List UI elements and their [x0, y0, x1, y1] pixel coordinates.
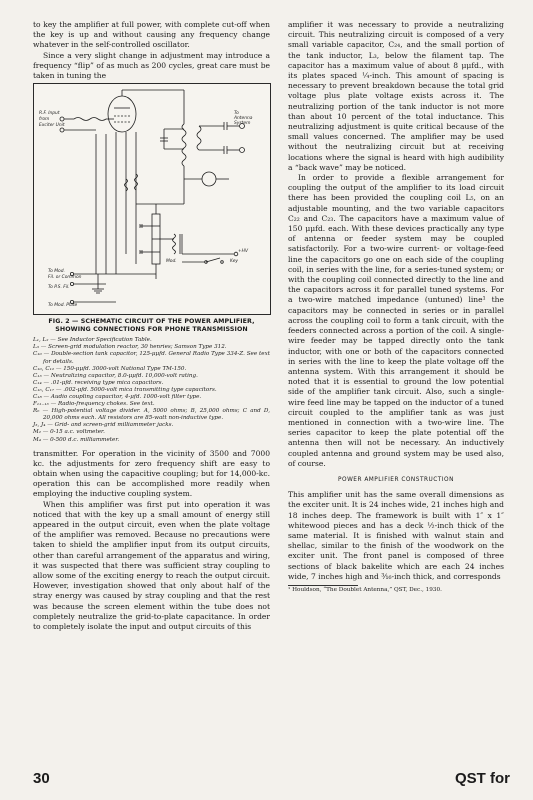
- right-column: [288, 20, 504, 594]
- left-column: [33, 20, 270, 632]
- parts-list-item: C₁₀ — Double-section tank capacitor, 125-μμfd. General Radio Type 334-Z. See text for details.: [33, 351, 270, 365]
- paragraph: In order to provide a flexible arrangement for coupling the output of the amplifier to its load circuit there has been provided the coupling coil L₅, on an adjustable mounting, and the two variable capacitors C₂₂ and C₂₃. The capacitors have a maximum value of 150 μμfd. each. With these devices practically any type of antenna or feeder system may be coupled satisfactorily. For a two-wire current- or voltage-feed line the capacitors go one on each side of the coupling coil, in series with the line, for a series-tuned system; or with the coupling coil connected directly to the line and the capacitors across it for parallel tuned systems. For a two-wire matched impedance (untuned) line¹ the capacitors may be connected in series or in parallel across the coupling coil to form a tank circuit, with the feeders connected across a portion of the coil. A single-wire feeder may be tapped directly onto the tank inductor, with one or both of the capacitors connected in series with the line to keep the plate voltage off the antenna system. With this arrangement it should be noted that it is essential to ground the low potential side of the amplifier tank circuit. Also, such a single-wire feed line may be tapped on the inductor of a tuned circuit coupled to the amplifier tank as was just mentioned in connection with a two-wire line. The series capacitor to keep the plate potential off the antenna then will not be necessary. An inductively coupled antenna and ground system may be used also, of course.: [288, 173, 504, 468]
- svg-text:from: from: [39, 117, 50, 123]
- svg-text:Fil. or Common: Fil. or Common: [48, 275, 82, 281]
- parts-list-item: F₁₁₋₁₃ — Radio-frequency chokes. See text.: [33, 401, 155, 408]
- parts-list-item: R₆ — High-potential voltage divider. A, 5000 ohms; B, 25,000 ohms; C and D, 20,000 ohms each. All resistors are 85-watt non-inductive type.: [33, 408, 270, 422]
- tube-symbol: [108, 96, 136, 132]
- paragraph: Since a very slight change in adjustment may introduce a frequency “flip” of as much as 200 cycles, great care must be taken in tuning the: [33, 50, 270, 81]
- parts-list-item: L₁, L₂ — See Inductor Specification Table.: [33, 337, 152, 344]
- meter-symbol: [202, 172, 216, 186]
- mod-plate-label: To Mod. Plate: [48, 303, 78, 309]
- parts-list-item: C₁₀, C₁₂ — 150-μμfd. 3000-volt National Type TM-150.: [33, 365, 187, 372]
- paragraph: transmitter. For operation in the vicinity of 3500 and 7000 kc. the adjustments for zero frequency shift are easy to obtain when using the capacitive coupling; but for 14,000-kc. operation this can be accomplished more readily when employing the inductive coupling system.: [33, 448, 270, 499]
- rf-input-label: R.F. Input: [39, 111, 60, 117]
- parts-list-item: L₃ — Screen-grid modulation reactor, 30 henries; Samson Type 312.: [33, 344, 227, 351]
- svg-text:Exciter Unit: Exciter Unit: [39, 123, 65, 129]
- schematic-figure: [33, 83, 271, 315]
- paragraph: This amplifier unit has the same overall dimensions as the exciter unit. It is 24 inches wide, 21 inches high and 18 inches deep. The framework is built with 1″ x 1″ whitewood pieces and has a deck ½-inch thick of the same material. It is finished with walnut stain and shellac, similar to the finish of the woodwork on the exciter unit. The front panel is composed of three sections of black bakelite which are each 24 inches wide, 7 inches high and ³⁄₁₆-inch thick, and corresponds: [288, 490, 504, 581]
- page-number: 30: [33, 770, 50, 787]
- parts-list: [33, 337, 270, 443]
- key-label: Key: [230, 259, 239, 265]
- input-coil: [74, 118, 106, 121]
- schematic-diagram: [34, 84, 270, 314]
- paragraph: When this amplifier was first put into operation it was noticed that with the key up a small amount of energy still appeared in the output circuit, even when the plate voltage of the amplifier was removed. Because no precautions were taken to shield the amplifier input from its output circuits, other than careful arrangement of the apparatus and wiring, it was suspected that there was sufficient stray coupling to allow some of the exciting energy to reach the output circuit. However, investigation showed that only about half of the stray energy was caused by stray coupling and that the rest was because the screen element within the tube does not completely neutralize the grid-to-plate capacitance. In order to completely isolate the input and output circuits of this: [33, 499, 270, 632]
- paragraph: amplifier it was necessary to provide a neutralizing circuit. This neutralizing circuit is composed of a very small variable capacitor, C₂₄, and the small portion of the tank inductor, L₃, below the filament tap. The capacitor has a maximum value of about 8 μμfd., with its plates spaced ¼-inch. This amount of spacing is necessary to prevent breakdown because the total grid voltage plus plate voltage exists across it. The neutralizing portion of the tank inductor is not more than about 10 percent of the total inductance. This neutralizing adjustment is quite critical because of the small values concerned. The amplifier may be used without the neutralizing circuit but at receiving locations where the signal is heard with high audibility a “back wave” may be noticed.: [288, 20, 504, 172]
- parts-list-item: M₂ — 0-15 a.c. voltmeter.: [33, 429, 105, 436]
- figure-caption: FIG. 2 — SCHEMATIC CIRCUIT OF THE POWER AMPLIFIER, SHOWING CONNECTIONS FOR PHONE TRANSMISSION: [48, 318, 255, 334]
- svg-text:Antenna: Antenna: [234, 116, 253, 122]
- mod-fil-label: To Mod.: [48, 269, 65, 275]
- tank-inductor: [182, 124, 186, 166]
- parts-list-item: C₁₄ — .01-μfd. receiving type mica capacitors.: [33, 379, 164, 386]
- hv-label: +HV: [238, 249, 248, 255]
- footnote-divider: [288, 585, 358, 586]
- coupling-coil: [197, 126, 201, 150]
- parts-list-item: M₄ — 0-500 d.c. milliammeter.: [33, 436, 120, 443]
- parts-list-item: C₁₆, C₁₇ — .002-μfd. 5000-volt mica transmitting type capacitors.: [33, 386, 217, 393]
- ps-fil-label: To P.S. Fil.: [48, 285, 70, 291]
- parts-list-item: J₃, J₄ — Grid- and screen-grid milliammeter jacks.: [33, 422, 174, 429]
- antenna-label: To: [234, 111, 239, 117]
- modulation-reactor: [173, 234, 176, 254]
- svg-text:System: System: [234, 121, 251, 127]
- page-folio: QST for: [455, 770, 510, 787]
- parts-list-item: C₁₃ — Neutralizing capacitor, 8.0-μμfd. 10,000-volt rating.: [33, 372, 198, 379]
- mod-label: Mod.: [166, 259, 177, 265]
- footnote: ¹ Houldson, “The Doublet Antenna,” QST, Dec., 1930.: [288, 586, 442, 593]
- parts-list-item: C₁₈ — Audio coupling capacitor, 4-μfd. 1000-volt filter type.: [33, 393, 202, 400]
- section-heading: POWER AMPLIFIER CONSTRUCTION: [338, 476, 454, 483]
- paragraph: to key the amplifier at full power, with complete cut-off when the key is up and without causing any frequency change whatever in the self-controlled oscillator.: [33, 20, 270, 50]
